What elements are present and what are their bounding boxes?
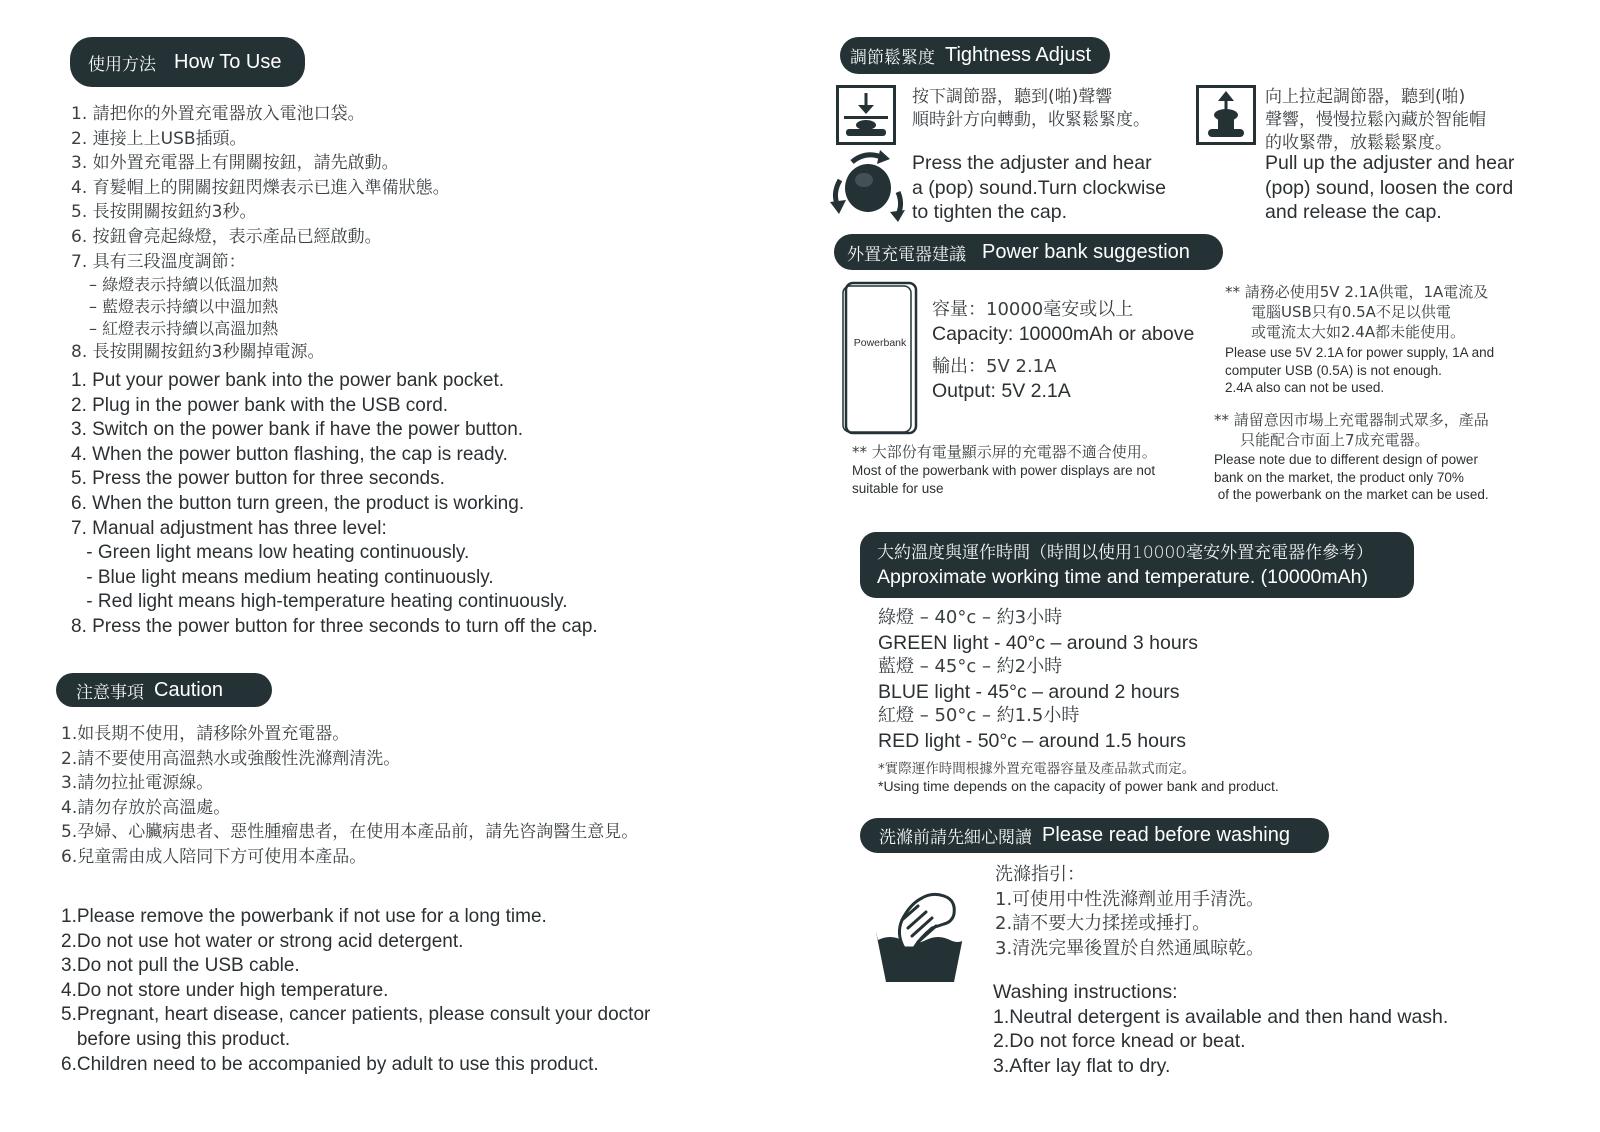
list-item: 1.如長期不使用，請移除外置充電器。: [61, 724, 350, 744]
working-time-note-zh: *實際運作時間根據外置充電器容量及產品款式而定。: [878, 760, 1196, 777]
working-time-note-en: *Using time depends on the capacity of power bank and product.: [878, 777, 1279, 794]
list-item: 2.Do not force knead or beat.: [993, 1030, 1246, 1053]
how-to-use-header-zh: 使用方法: [88, 54, 156, 75]
how-to-use-zh-list: [71, 102, 450, 365]
how-to-use-header: [70, 37, 305, 87]
list-item: 1.Neutral detergent is available and then hand wash.: [993, 1005, 1449, 1028]
list-item: 4.請勿存放於高溫處。: [61, 797, 231, 818]
list-item: 7. 具有三段溫度調節：: [71, 251, 246, 272]
list-item: – 綠燈表示持續以低溫加熱: [89, 275, 279, 295]
list-item: 1. 請把你的外置充電器放入電池口袋。: [71, 104, 365, 124]
washing-header-en: Please read before washing: [1042, 824, 1290, 846]
rotate-knob-icon: [826, 148, 910, 224]
list-item: - Green light means low heating continuously.: [81, 542, 470, 564]
tightness-header-zh: 調節鬆緊度: [850, 48, 935, 68]
tightness-left-zh: 按下調節器，聽到(啪)聲響 順時針方向轉動，收緊鬆緊度。: [912, 87, 1150, 130]
list-item: - Blue light means medium heating continuously.: [81, 566, 494, 588]
power-bank-header-en: Power bank suggestion: [982, 240, 1190, 263]
list-item: 3.After lay flat to dry.: [993, 1054, 1171, 1077]
list-item: 6.兒童需由成人陪同下方可使用本產品。: [61, 846, 367, 867]
list-item: 2.請不要使用高溫熱水或強酸性洗滌劑清洗。: [61, 748, 401, 769]
power-bank-note-compatibility: ** 請留意因市場上充電器制式眾多，產品 只能配合市面上7成充電器。 Please note due to different design of power bank on the market, the product only 70% of the powerbank on the market can be used.: [1214, 411, 1489, 502]
list-item: 5. Press the power button for three seconds.: [71, 468, 445, 490]
caution-en-list: [61, 905, 650, 1077]
power-bank-note-current: ** 請務必使用5V 2.1A供電，1A電流及 電腦USB只有0.5A不足以供電 或電流太大如2.4A都未能使用。 Please use 5V 2.1A for power supply, 1A and computer USB (0.5A) is not enough. 2.4A also can not be used.: [1225, 283, 1495, 395]
list-item: 4. 育髮帽上的開關按鈕閃爍表示已進入準備狀態。: [71, 177, 450, 198]
powerbank-label: Powerbank: [853, 337, 907, 349]
working-time-row-blue-en: BLUE light - 45°c – around 2 hours: [878, 680, 1180, 703]
washing-header: [860, 818, 1329, 853]
working-time-header-zh: 大約溫度與運作時間（時間以使用10000毫安外置充電器作參考）: [877, 543, 1374, 563]
list-item: before using this product.: [61, 1028, 291, 1050]
list-item: 3. Switch on the power bank if have the power button.: [71, 419, 524, 441]
washing-en: Washing instructions: 1.Neutral detergent is available and then hand wash. 2.Do not force knead or beat. 3.After lay flat to dry.: [993, 981, 1449, 1077]
list-item: 3.Do not pull the USB cable.: [61, 955, 300, 977]
washing-zh: 洗滌指引： 1.可使用中性洗滌劑並用手清洗。 2.請不要大力揉搓或捶打。 3.清洗完畢後置於自然通風晾乾。: [995, 863, 1264, 961]
caution-header: [56, 673, 272, 707]
power-bank-header: [834, 234, 1223, 270]
power-bank-specs: 容量：10000毫安或以上 Capacity: 10000mAh or above 輸出：5V 2.1A Output: 5V 2.1A: [932, 299, 1195, 402]
list-item: 2.請不要大力揉搓或捶打。: [995, 913, 1211, 935]
list-item: 5. 長按開關按鈕約3秒。: [71, 202, 257, 223]
tightness-right-zh: 向上拉起調節器，聽到(啪) 聲響，慢慢拉鬆內藏於智能帽 的收緊帶，放鬆鬆緊度。: [1265, 87, 1486, 153]
list-item: 6.Children need to be accompanied by adult to use this product.: [61, 1053, 599, 1075]
hand-wash-icon: [874, 888, 966, 984]
list-item: 6. When the button turn green, the product is working.: [71, 492, 525, 514]
list-item: 8. Press the power button for three seconds to turn off the cap.: [71, 615, 598, 637]
tightness-header: [840, 37, 1110, 74]
pull-up-adjuster-icon: [1196, 85, 1256, 145]
working-time-row-red-en: RED light - 50°c – around 1.5 hours: [878, 729, 1187, 752]
list-item: 4. When the power button flashing, the cap is ready.: [71, 443, 508, 465]
tightness-left-en: Press the adjuster and hear a (pop) sound.Turn clockwise to tighten the cap.: [912, 152, 1166, 224]
working-time-row-blue-zh: 藍燈 – 45°c – 約2小時: [878, 656, 1063, 678]
working-time-row-red-zh: 紅燈 – 50°c – 約1.5小時: [878, 705, 1080, 727]
working-time-header-en: Approximate working time and temperature. (10000mAh): [877, 566, 1368, 588]
caution-zh-list: [61, 722, 638, 870]
list-item: 1. Put your power bank into the power bank pocket.: [71, 370, 505, 391]
list-item: 2.Do not use hot water or strong acid detergent.: [61, 930, 464, 952]
working-time-row-green-en: GREEN light - 40°c – around 3 hours: [878, 631, 1198, 654]
how-to-use-header-en: How To Use: [174, 50, 282, 73]
how-to-use-en-list: [71, 369, 598, 640]
list-item: 3. 如外置充電器上有開關按鈕，請先啟動。: [71, 153, 399, 174]
list-item: 1.Please remove the powerbank if not use for a long time.: [61, 906, 547, 927]
caution-header-en: Caution: [154, 678, 223, 701]
list-item: 5.Pregnant, heart disease, cancer patients, please consult your doctor: [61, 1004, 651, 1026]
working-time-rows: [878, 606, 1279, 795]
list-item: 2. 連接上上USB插頭。: [71, 128, 247, 149]
list-item: 6. 按鈕會亮起綠燈，表示產品已經啟動。: [71, 226, 382, 247]
press-down-adjuster-icon: [836, 85, 896, 145]
tightness-right-en: Pull up the adjuster and hear (pop) sound, loosen the cord and release the cap.: [1265, 152, 1515, 224]
list-item: – 藍燈表示持續以中溫加熱: [89, 297, 279, 317]
caution-header-zh: 注意事項: [76, 682, 144, 703]
working-time-header: [860, 532, 1414, 598]
list-item: 3.清洗完畢後置於自然通風晾乾。: [995, 937, 1265, 959]
list-item: 5.孕婦、心臟病患者、惡性腫瘤患者，在使用本產品前，請先咨詢醫生意見。: [61, 822, 639, 843]
list-item: 3.請勿拉扯電源線。: [61, 773, 214, 794]
list-item: 8. 長按開關按鈕約3秒關掉電源。: [71, 342, 325, 363]
powerbank-icon: [842, 281, 918, 435]
washing-header-zh: 洗滌前請先細心閱讀: [879, 828, 1032, 848]
list-item: 4.Do not store under high temperature.: [61, 979, 389, 1001]
list-item: - Red light means high-temperature heating continuously.: [81, 591, 568, 613]
power-bank-note-display: ** 大部份有電量顯示屏的充電器不適合使用。 Most of the powerbank with power displays are not suitable for use: [852, 443, 1157, 496]
tightness-header-en: Tightness Adjust: [945, 44, 1092, 66]
list-item: – 紅燈表示持續以高溫加熱: [89, 319, 279, 339]
list-item: 1.可使用中性洗滌劑並用手清洗。: [995, 888, 1265, 910]
power-bank-header-zh: 外置充電器建議: [847, 244, 966, 265]
list-item: 2. Plug in the power bank with the USB cord.: [71, 394, 449, 416]
list-item: 7. Manual adjustment has three level:: [71, 517, 387, 539]
working-time-row-green-zh: 綠燈 – 40°c – 約3小時: [878, 607, 1063, 628]
